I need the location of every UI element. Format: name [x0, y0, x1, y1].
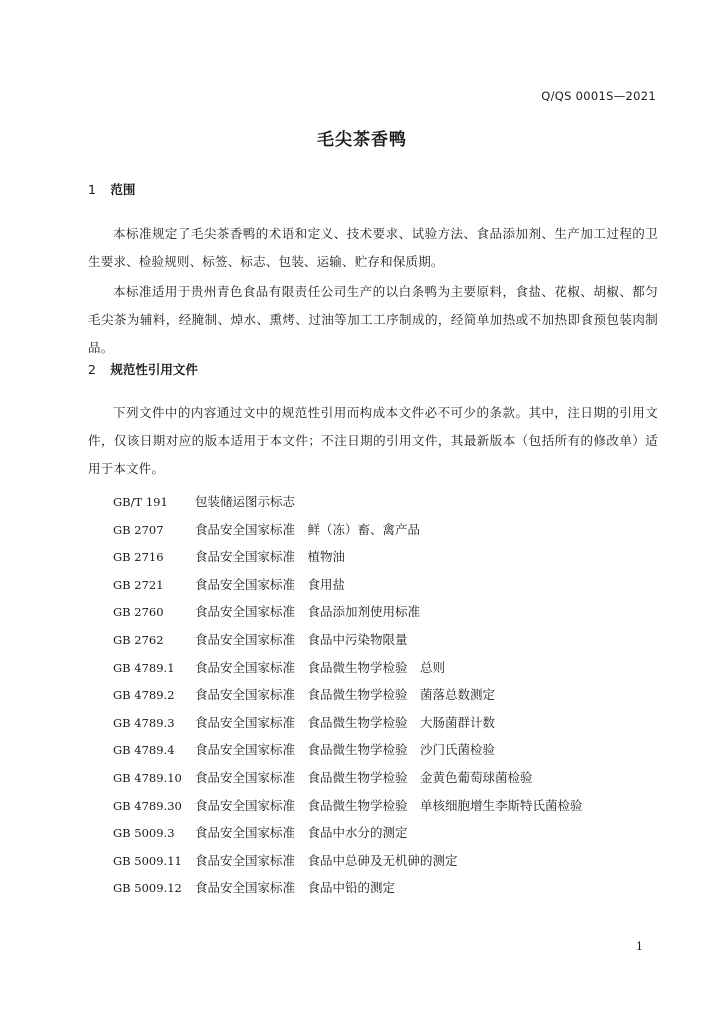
reference-item [113, 709, 583, 737]
reference-title: 食品安全国家标准 食品微生物学检验 沙门氏菌检验 [195, 742, 496, 758]
reference-code: GB 5009.3 [113, 826, 175, 841]
reference-code: GB 4789.30 [113, 798, 182, 813]
reference-title: 食品安全国家标准 植物油 [195, 549, 346, 565]
reference-list [113, 488, 583, 902]
reference-code: GB 2721 [113, 577, 164, 592]
section-2-paragraph-1: 下列文件中的内容通过文中的规范性引用而构成本文件必不可少的条款。其中，注日期的引用文件，仅该日期对应的版本适用于本文件；不注日期的引用文件，其最新版本（包括所有的修改单）适用于本文件。 [88, 405, 658, 476]
section-title: 规范性引用文件 [110, 362, 198, 377]
reference-title: 食品安全国家标准 食品中水分的测定 [195, 825, 408, 841]
reference-code: GB 5009.12 [113, 881, 182, 896]
reference-code: GB 4789.2 [113, 688, 175, 703]
reference-code: GB 2762 [113, 632, 164, 647]
reference-title: 食品安全国家标准 食品微生物学检验 菌落总数测定 [195, 687, 496, 703]
reference-item [113, 819, 583, 847]
reference-item [113, 571, 583, 599]
reference-item [113, 764, 583, 792]
reference-code: GB 4789.4 [113, 743, 175, 758]
reference-code: GB 4789.1 [113, 660, 175, 675]
section-1-paragraph-1: 本标准规定了毛尖茶香鸭的术语和定义、技术要求、试验方法、食品添加剂、生产加工过程的卫生要求、检验规则、标签、标志、包装、运输、贮存和保质期。 [88, 226, 658, 269]
page-number: 1 [636, 940, 643, 953]
reference-code: GB 4789.3 [113, 715, 175, 730]
reference-title: 包装储运图示标志 [195, 494, 296, 509]
reference-item [113, 792, 583, 820]
reference-item [113, 598, 583, 626]
document-code: Q/QS 0001S—2021 [541, 89, 656, 103]
section-2-heading [88, 360, 198, 378]
reference-item [113, 516, 583, 544]
section-number: 1 [88, 182, 96, 197]
reference-code: GB 2716 [113, 550, 164, 565]
reference-item [113, 488, 583, 516]
reference-title: 食品安全国家标准 食品中污染物限量 [195, 631, 408, 647]
section-title: 范围 [110, 182, 136, 197]
reference-item [113, 847, 583, 875]
reference-code: GB 4789.10 [113, 770, 182, 785]
reference-title: 食品安全国家标准 食品中铅的测定 [195, 880, 396, 896]
reference-item [113, 874, 583, 902]
reference-title: 食品安全国家标准 食品微生物学检验 金黄色葡萄球菌检验 [195, 769, 533, 785]
reference-item [113, 543, 583, 571]
reference-title: 食品安全国家标准 食品微生物学检验 总则 [195, 659, 446, 675]
reference-code: GB/T 191 [113, 495, 168, 509]
reference-item [113, 654, 583, 682]
document-title: 毛尖茶香鸭 [317, 130, 407, 150]
reference-item [113, 736, 583, 764]
reference-title: 食品安全国家标准 鲜（冻）畜、禽产品 [195, 521, 421, 537]
reference-code: GB 2707 [113, 522, 164, 537]
reference-code: GB 5009.11 [113, 853, 182, 868]
reference-item [113, 681, 583, 709]
reference-title: 食品安全国家标准 食品中总砷及无机砷的测定 [195, 852, 458, 868]
section-number: 2 [88, 362, 96, 377]
section-1-heading [88, 180, 135, 198]
reference-title: 食品安全国家标准 食品添加剂使用标准 [195, 604, 421, 620]
reference-item [113, 626, 583, 654]
reference-code: GB 2760 [113, 605, 164, 620]
section-1-paragraph-2: 本标准适用于贵州青色食品有限责任公司生产的以白条鸭为主要原料，食盐、花椒、胡椒、都匀毛尖茶为辅料，经腌制、焯水、熏烤、过油等加工工序制成的，经简单加热或不加热即食预包装肉制品。 [88, 284, 658, 355]
reference-title: 食品安全国家标准 食品微生物学检验 单核细胞增生李斯特氏菌检验 [195, 797, 583, 813]
reference-title: 食品安全国家标准 食用盐 [195, 576, 346, 592]
reference-title: 食品安全国家标准 食品微生物学检验 大肠菌群计数 [195, 714, 496, 730]
